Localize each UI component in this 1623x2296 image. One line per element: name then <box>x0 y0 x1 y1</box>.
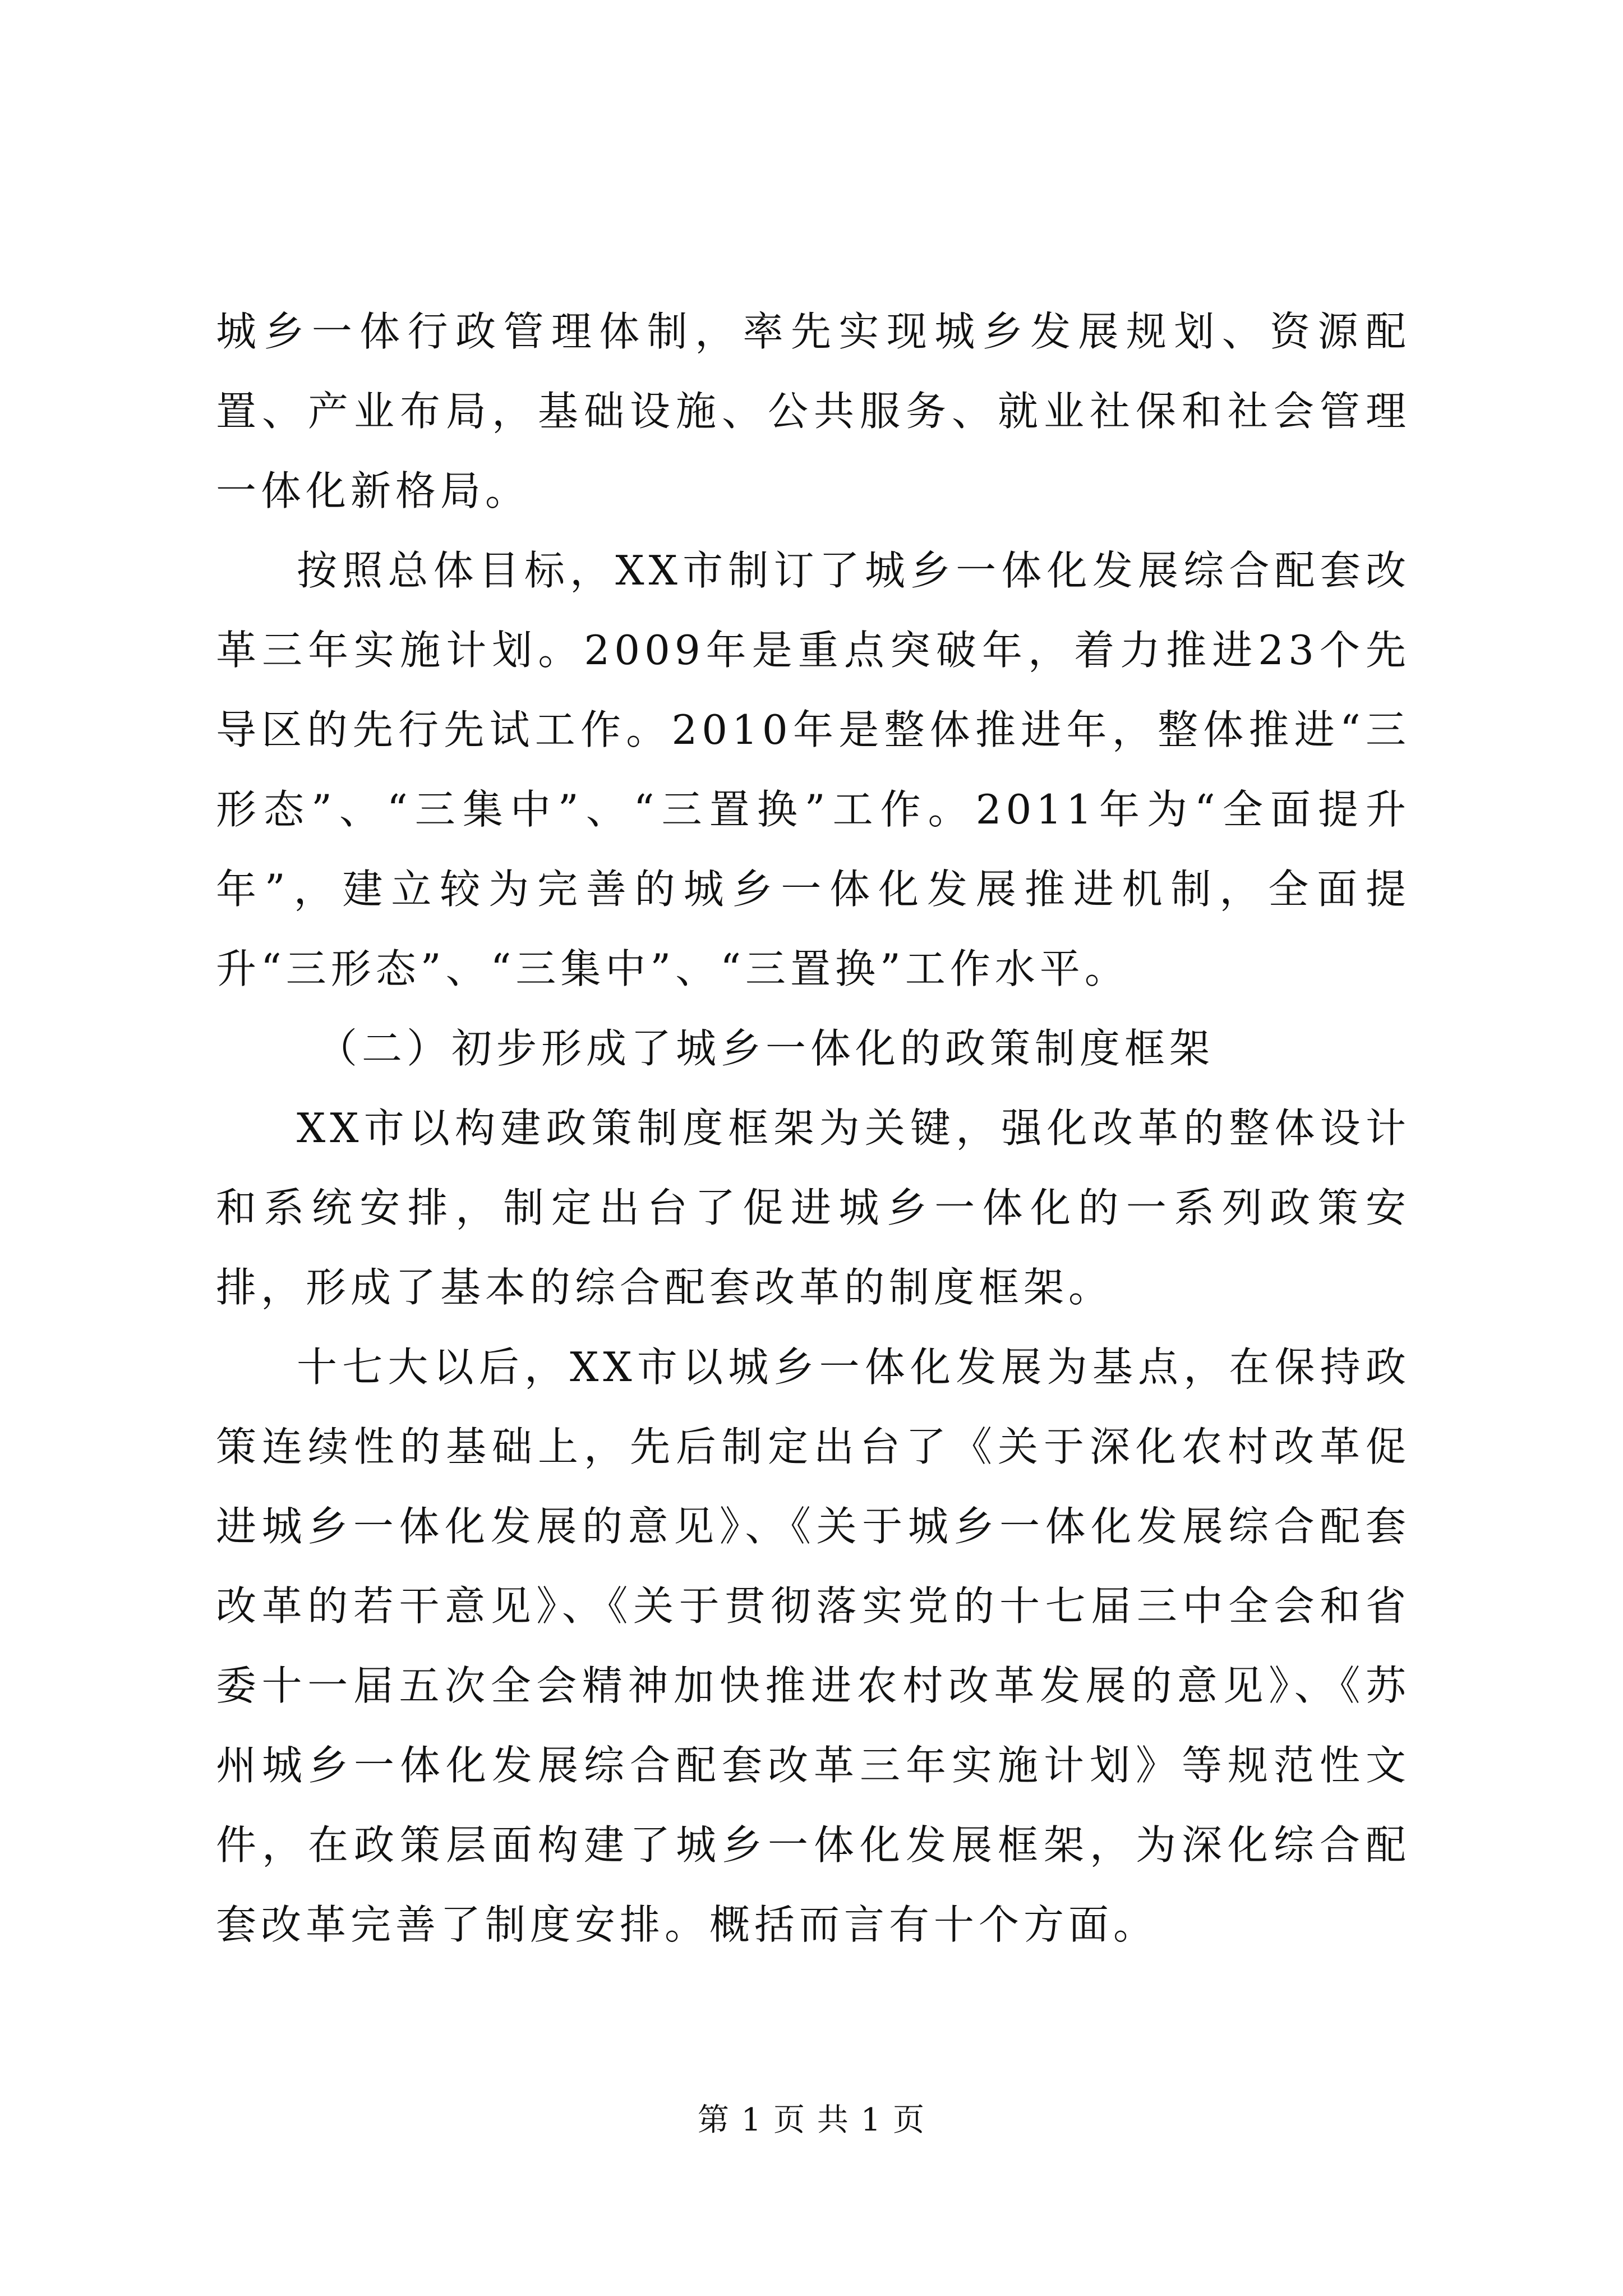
paragraph-policy-documents: 十七大以后，XX市以城乡一体化发展为基点，在保持政策连续性的基础上，先后制定出台了《关于深化农村改革促进城乡一体化发展的意见》、《关于城乡一体化发展综合配套改革的若干意见》、《关于贯彻落实党的十七届三中全会和省委十一届五次全会精神加快推进农村改革发展的意见》、《苏州城乡一体化发展综合配套改革三年实施计划》等规范性文件，在政策层面构建了城乡一体化发展框架，为深化综合配套改革完善了制度安排。概括而言有十个方面。 <box>216 1343 1410 1948</box>
paragraph-policy-framework: XX市以构建政策制度框架为关键，强化改革的整体设计和系统安排，制定出台了促进城乡一体化的一系列政策安排，形成了基本的综合配套改革的制度框架。 <box>216 1105 1410 1311</box>
paragraph-continuation: 城乡一体行政管理体制，率先实现城乡发展规划、资源配置、产业布局，基础设施、公共服务、就业社保和社会管理一体化新格局。 <box>216 308 1410 514</box>
page-footer: 第 1 页 共 1 页 <box>697 2102 926 2138</box>
paragraph-implementation-plan: 按照总体目标，XX市制订了城乡一体化发展综合配套改革三年实施计划。2009年是重点突破年，着力推进23个先导区的先行先试工作。2010年是整体推进年，整体推进“三形态”、“三集中”、“三置换”工作。2011年为“全面提升年”，建立较为完善的城乡一体化发展推进机制，全面提升“三形态”、“三集中”、“三置换”工作水平。 <box>216 547 1410 992</box>
section-heading: （二）初步形成了城乡一体化的政策制度框架 <box>317 1025 1215 1072</box>
document-body <box>216 292 1410 1964</box>
